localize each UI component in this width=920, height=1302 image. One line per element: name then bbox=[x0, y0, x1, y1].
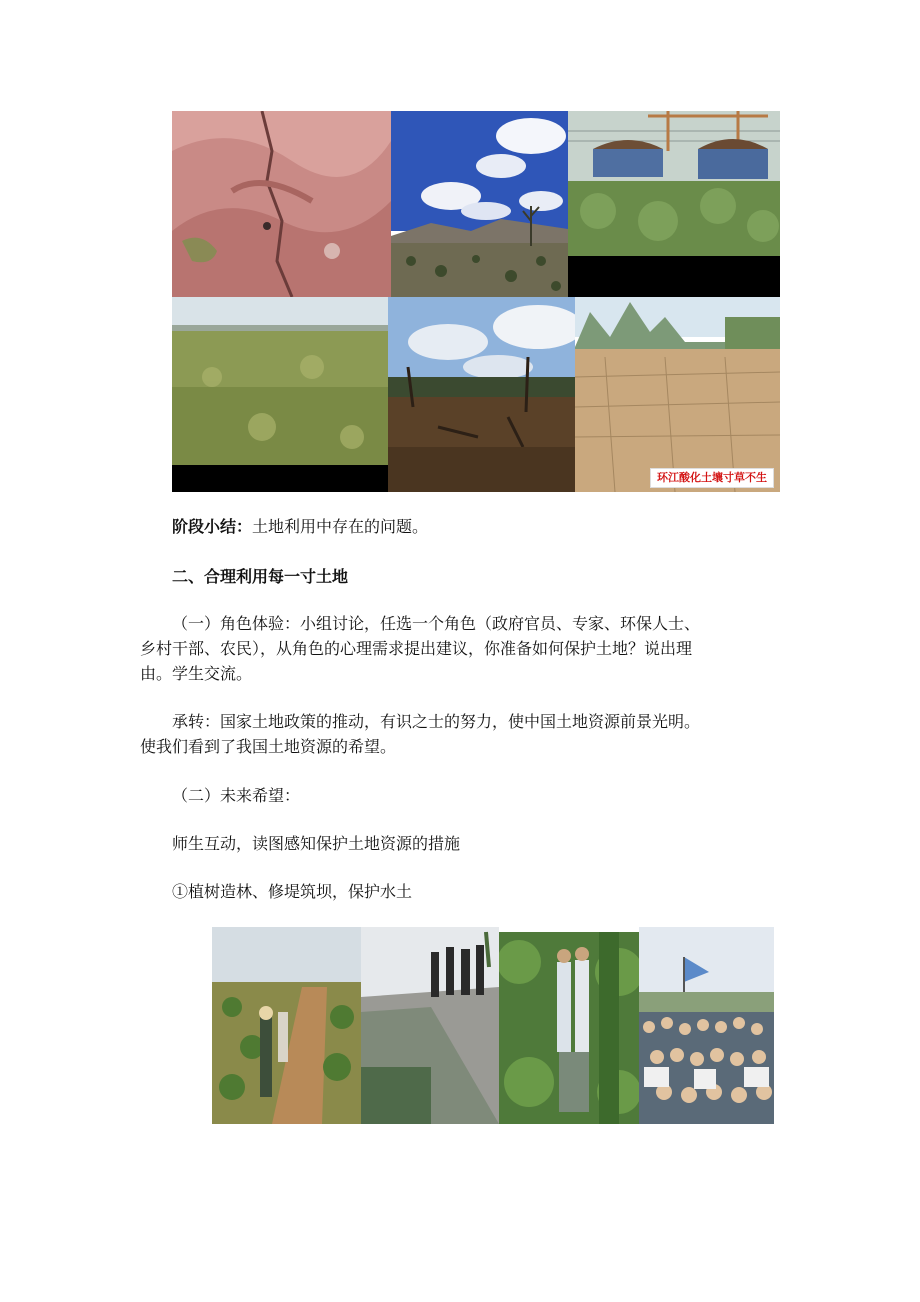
photo-caption: 环江酸化土壤寸草不生 bbox=[650, 468, 774, 488]
desert-sky-photo bbox=[391, 111, 568, 297]
trucks-soil-photo bbox=[568, 111, 780, 256]
stage-summary bbox=[172, 517, 428, 537]
summary-label: 阶段小结： bbox=[172, 517, 253, 536]
role-play-line-2: 乡村干部、农民），从角色的心理需求提出建议，你准备如何保护土地？说出理 bbox=[140, 639, 693, 658]
summary-text: 土地利用中存在的问题。 bbox=[252, 517, 429, 536]
cracked-soil-photo bbox=[575, 297, 780, 492]
interaction-text: 师生互动，读图感知保护土地资源的措施 bbox=[172, 834, 461, 853]
role-play-line-3: 由。学生交流。 bbox=[140, 664, 253, 683]
transition-line-1: 承转：国家土地政策的推动，有识之士的努力，使中国土地资源前景光明。 bbox=[172, 712, 701, 731]
future-title: （二）未来希望： bbox=[172, 786, 301, 805]
black-band bbox=[568, 256, 780, 297]
crowd-group-photo bbox=[639, 927, 774, 1124]
measure-1: ①植树造林、修堤筑坝，保护水土 bbox=[172, 882, 413, 901]
land-problems-photo-collage bbox=[172, 111, 780, 492]
role-play-line-1: （一）角色体验：小组讨论，任选一个角色（政府官员、专家、环保人士、 bbox=[172, 614, 701, 633]
desert-aerial-photo bbox=[172, 111, 391, 297]
officials-field-photo bbox=[499, 932, 639, 1124]
section-title: 二、合理利用每一寸土地 bbox=[172, 567, 349, 586]
black-band bbox=[172, 465, 388, 492]
deforestation-photo bbox=[388, 297, 575, 492]
transition-line-2: 使我们看到了我国土地资源的希望。 bbox=[140, 737, 397, 756]
grassland-photo bbox=[172, 297, 388, 465]
tree-planting-photo bbox=[212, 927, 361, 1124]
dam-wall-photo bbox=[361, 927, 499, 1124]
protection-measures-photo-strip bbox=[212, 927, 774, 1124]
